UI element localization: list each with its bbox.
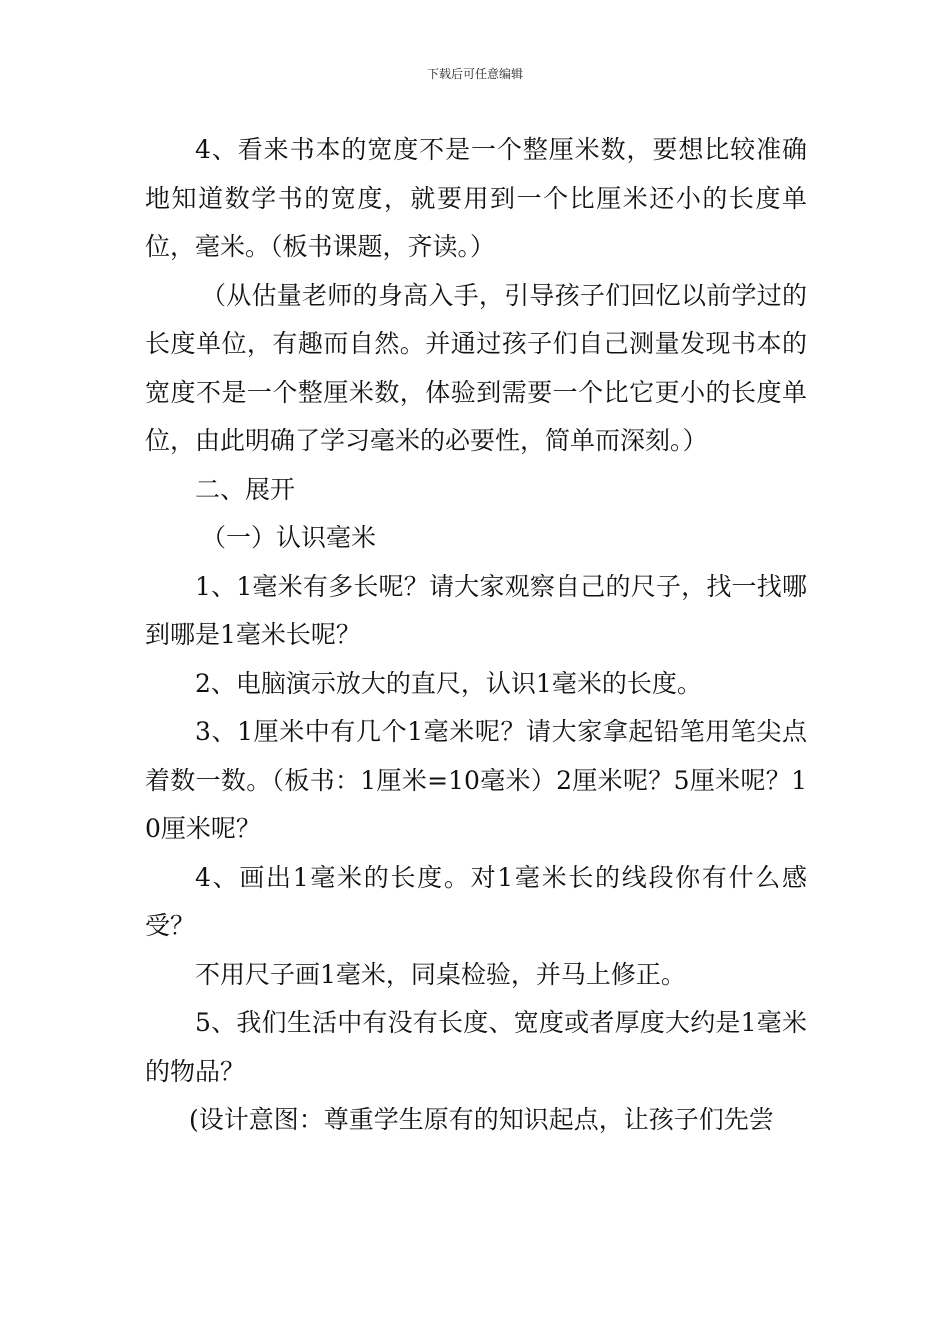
paragraph-design-note-1: （从估量老师的身高入手，引导孩子们回忆以前学过的长度单位，有趣而自然。并通过孩子们自己测量发现书本的宽度不是一个整厘米数，体验到需要一个比它更小的长度单位，由此明确了学习毫米的必要性，简单而深刻。） — [145, 280, 807, 455]
paragraph-step-3: 3、1厘米中有几个1毫米呢？请大家拿起铅笔用笔尖点着数一数。（板书：1厘米=10毫米）2厘米呢？5厘米呢？10厘米呢？ — [145, 717, 807, 843]
paragraph-point-4-intro: 4、看来书本的宽度不是一个整厘米数，要想比较准确地知道数学书的宽度，就要用到一个比厘米还小的长度单位，毫米。（板书课题，齐读。） — [145, 135, 807, 261]
paragraph-design-note-2: (设计意图：尊重学生原有的知识起点，让孩子们先尝 — [189, 1105, 774, 1134]
section-heading-expand: 二、展开 — [195, 474, 296, 504]
paragraph-step-2: 2、电脑演示放大的直尺，认识1毫米的长度。 — [195, 668, 702, 698]
paragraph-step-4: 4、画出1毫米的长度。对1毫米长的线段你有什么感受？ — [145, 862, 807, 940]
paragraph-step-1: 1、1毫米有多长呢？请大家观察自己的尺子，找一找哪到哪是1毫米长呢？ — [145, 571, 807, 649]
subsection-heading-know-mm: （一）认识毫米 — [201, 523, 377, 552]
paragraph-draw-without-ruler: 不用尺子画1毫米，同桌检验，并马上修正。 — [195, 959, 686, 989]
document-body — [145, 126, 807, 1145]
page-header: 下载后可任意编辑 — [426, 67, 523, 81]
paragraph-step-5: 5、我们生活中有没有长度、宽度或者厚度大约是1毫米的物品？ — [145, 1008, 807, 1086]
